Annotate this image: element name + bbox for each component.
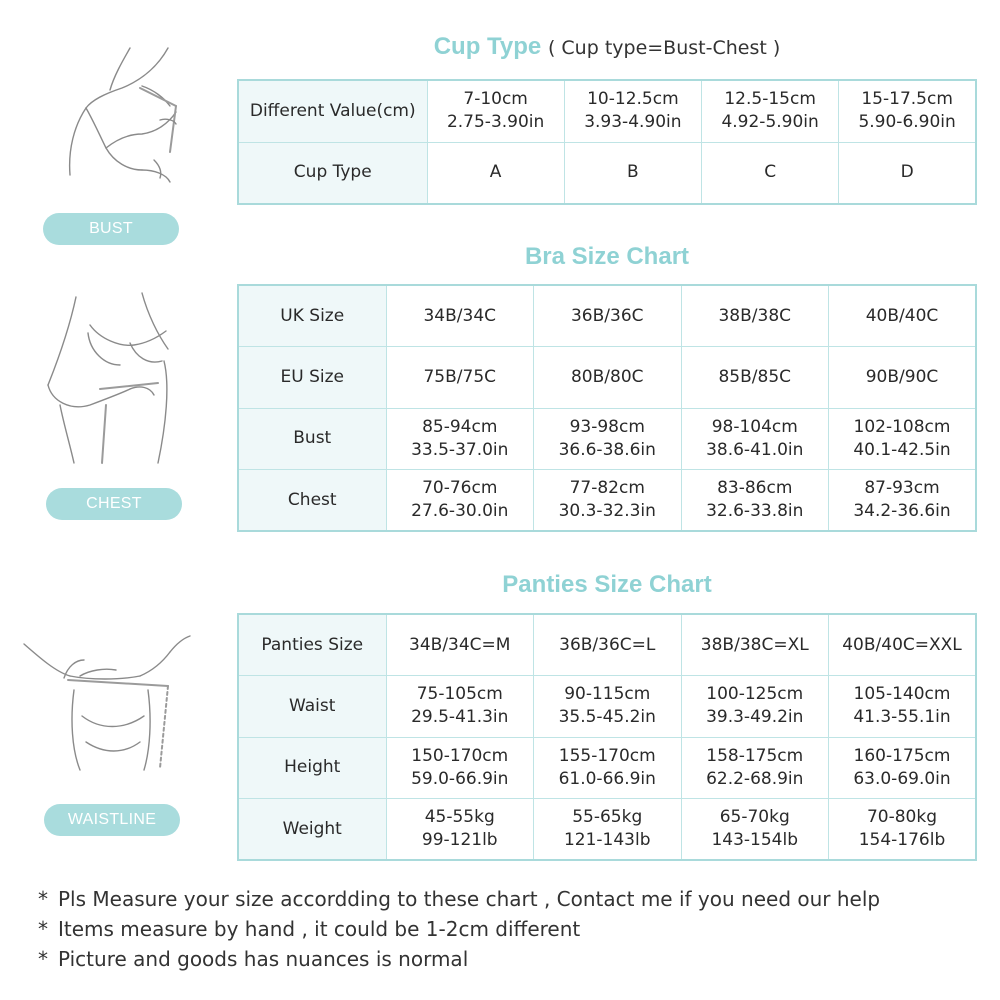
table-cell xyxy=(681,614,829,676)
cup-letter: D xyxy=(839,142,976,204)
table-cell xyxy=(829,614,977,676)
cell-value: 83-86cm xyxy=(717,478,793,498)
table-cell xyxy=(534,737,682,799)
chest-measure-illustration-icon xyxy=(30,285,200,470)
in-value: 4.92-5.90in xyxy=(721,112,819,133)
cup-value-cell xyxy=(702,80,839,142)
row-label: Height xyxy=(238,737,386,799)
cell-value: 55-65kg xyxy=(572,807,643,827)
cell-value: 33.5-37.0in xyxy=(411,439,509,460)
cup-letter: C xyxy=(702,142,839,204)
chest-label: CHEST xyxy=(46,488,182,520)
asterisk-icon: * xyxy=(38,947,48,971)
bra-size-table xyxy=(237,284,977,532)
cell-value: 59.0-66.9in xyxy=(411,768,509,789)
cell-value: 70-80kg xyxy=(866,807,938,827)
cell-value: 38.6-41.0in xyxy=(706,439,804,460)
waist-measure-illustration-icon xyxy=(20,630,195,780)
cell-value: 70-76cm xyxy=(422,478,498,498)
row-label: Panties Size xyxy=(238,614,386,676)
cell-value: 154-176lb xyxy=(858,830,946,850)
cell-value: 87-93cm xyxy=(864,478,940,498)
cell-value: 75-105cm xyxy=(416,684,503,705)
table-cell xyxy=(534,285,682,347)
in-value: 5.90-6.90in xyxy=(858,112,956,133)
cup-type-table xyxy=(237,79,977,205)
cell-value: 38B/38C xyxy=(718,305,792,326)
cell-value: 40.1-42.5in xyxy=(853,439,951,460)
note-text: Items measure by hand , it could be 1-2cm different xyxy=(58,917,581,941)
cell-value: 143-154lb xyxy=(711,830,799,850)
panties-size-table xyxy=(237,613,977,861)
cell-value: 40B/40C=XXL xyxy=(842,634,962,655)
cup-type-title: Cup Type xyxy=(433,33,542,60)
cup-value-cell xyxy=(427,80,564,142)
table-cell xyxy=(534,470,682,532)
table-cell xyxy=(681,676,829,738)
table-cell xyxy=(681,408,829,470)
cm-value: 7-10cm xyxy=(463,89,528,110)
table-row xyxy=(238,676,976,738)
cell-value: 121-143lb xyxy=(563,830,651,850)
cell-value: 36.6-38.6in xyxy=(558,439,656,460)
cell-value: 80B/80C xyxy=(570,366,644,387)
cell-value: 35.5-45.2in xyxy=(558,707,656,728)
table-row xyxy=(238,142,976,204)
table-row xyxy=(238,80,976,142)
cell-value: 100-125cm xyxy=(706,684,804,705)
asterisk-icon: * xyxy=(38,917,48,941)
cell-value: 65-70kg xyxy=(719,807,790,827)
cell-value: 45-55kg xyxy=(424,807,495,827)
note-item xyxy=(38,944,880,974)
row-label: EU Size xyxy=(238,347,386,409)
table-row xyxy=(238,408,976,470)
asterisk-icon: * xyxy=(38,887,48,911)
table-cell xyxy=(534,408,682,470)
cell-value: 155-170cm xyxy=(558,745,656,766)
row-label: Chest xyxy=(238,470,386,532)
table-cell xyxy=(386,408,534,470)
cm-value: 12.5-15cm xyxy=(724,89,816,110)
cell-value: 90B/90C xyxy=(865,366,939,387)
cell-value: 105-140cm xyxy=(853,684,951,705)
table-cell xyxy=(534,614,682,676)
cm-value: 15-17.5cm xyxy=(861,89,953,110)
table-cell xyxy=(681,737,829,799)
table-row xyxy=(238,347,976,409)
cell-value: 85-94cm xyxy=(422,416,498,437)
table-row xyxy=(238,737,976,799)
cell-value: 61.0-66.9in xyxy=(558,768,656,789)
table-cell xyxy=(386,799,534,861)
row-label: Weight xyxy=(238,799,386,861)
table-cell xyxy=(829,737,977,799)
cm-value: 10-12.5cm xyxy=(587,89,679,110)
cup-letter: B xyxy=(564,142,701,204)
cell-value: 32.6-33.8in xyxy=(706,501,804,521)
row-label: Bust xyxy=(238,408,386,470)
table-row xyxy=(238,285,976,347)
note-text: Pls Measure your size accordding to these chart , Contact me if you need our help xyxy=(58,887,881,911)
cell-value: 34B/34C=M xyxy=(409,634,511,655)
table-cell xyxy=(386,470,534,532)
cell-value: 40B/40C xyxy=(865,305,939,326)
note-item xyxy=(38,884,880,914)
panties-chart-title: Panties Size Chart xyxy=(502,571,712,598)
cell-value: 160-175cm xyxy=(853,745,951,766)
table-row xyxy=(238,470,976,532)
bra-chart-title: Bra Size Chart xyxy=(524,243,690,270)
row-label: UK Size xyxy=(238,285,386,347)
cell-value: 158-175cm xyxy=(706,745,804,766)
cell-value: 90-115cm xyxy=(564,684,651,705)
table-cell xyxy=(681,285,829,347)
cell-value: 38B/38C=XL xyxy=(700,634,809,655)
table-cell xyxy=(681,799,829,861)
cell-value: 41.3-55.1in xyxy=(853,707,951,728)
table-cell xyxy=(829,285,977,347)
row-label: Waist xyxy=(238,676,386,738)
cell-value: 63.0-69.0in xyxy=(853,768,951,789)
table-cell xyxy=(386,676,534,738)
cell-value: 39.3-49.2in xyxy=(706,707,804,728)
cell-value: 36B/36C xyxy=(570,305,644,326)
cell-value: 102-108cm xyxy=(853,416,951,437)
table-row xyxy=(238,614,976,676)
cell-value: 98-104cm xyxy=(711,416,798,437)
table-row xyxy=(238,799,976,861)
table-cell xyxy=(681,470,829,532)
cell-value: 34B/34C xyxy=(423,305,497,326)
cup-type-title-block xyxy=(237,33,977,61)
cell-value: 77-82cm xyxy=(569,478,645,498)
cell-value: 93-98cm xyxy=(569,416,645,437)
table-cell xyxy=(386,285,534,347)
table-cell xyxy=(829,408,977,470)
cup-value-cell xyxy=(839,80,976,142)
table-cell xyxy=(681,347,829,409)
cell-value: 36B/36C=L xyxy=(559,634,656,655)
bust-label: BUST xyxy=(43,213,179,245)
table-cell xyxy=(386,614,534,676)
table-cell xyxy=(386,737,534,799)
table-cell xyxy=(829,347,977,409)
cell-value: 27.6-30.0in xyxy=(411,501,509,521)
note-text: Picture and goods has nuances is normal xyxy=(58,947,469,971)
waistline-label: WAISTLINE xyxy=(44,804,180,836)
table-cell xyxy=(534,676,682,738)
cell-value: 29.5-41.3in xyxy=(411,707,509,728)
note-item xyxy=(38,914,880,944)
cup-letter: A xyxy=(427,142,564,204)
in-value: 2.75-3.90in xyxy=(446,112,545,133)
table-cell xyxy=(386,347,534,409)
cell-value: 75B/75C xyxy=(423,366,497,387)
table-cell xyxy=(829,799,977,861)
cell-value: 62.2-68.9in xyxy=(706,768,804,789)
cell-value: 85B/85C xyxy=(718,366,792,387)
table-cell xyxy=(534,799,682,861)
cell-value: 34.2-36.6in xyxy=(853,501,951,521)
row-label: Different Value(cm) xyxy=(238,80,427,142)
table-cell xyxy=(534,347,682,409)
cell-value: 99-121lb xyxy=(421,830,498,850)
cup-value-cell xyxy=(564,80,701,142)
table-cell xyxy=(829,470,977,532)
in-value: 3.93-4.90in xyxy=(584,112,682,133)
cell-value: 150-170cm xyxy=(411,745,509,766)
table-cell xyxy=(829,676,977,738)
cell-value: 30.3-32.3in xyxy=(558,501,656,521)
cup-type-subtitle: ( Cup type=Bust-Chest ) xyxy=(547,37,781,59)
bust-measure-illustration-icon xyxy=(30,40,200,215)
notes-list xyxy=(38,884,880,974)
row-label: Cup Type xyxy=(238,142,427,204)
